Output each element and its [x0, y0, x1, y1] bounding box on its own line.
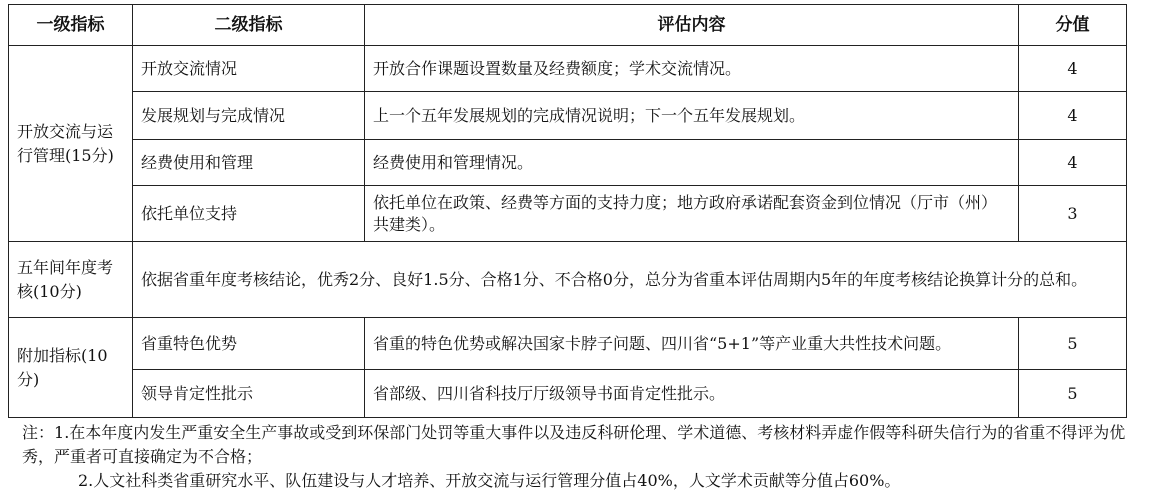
level2-cell: 省重特色优势 [133, 318, 365, 370]
header-content: 评估内容 [365, 5, 1019, 46]
header-level1: 一级指标 [9, 5, 133, 46]
table-row [9, 318, 1127, 370]
table-row [9, 46, 1127, 92]
table-row [9, 140, 1127, 186]
score-cell: 4 [1019, 92, 1127, 140]
table-row [9, 242, 1127, 318]
content-cell: 经费使用和管理情况。 [365, 140, 1019, 186]
footnote-1 [22, 421, 1152, 469]
table-row [9, 186, 1127, 242]
content-cell: 依托单位在政策、经费等方面的支持力度；地方政府承诺配套资金到位情况（厅市（州）共建类）。 [365, 186, 1019, 242]
level2-cell: 发展规划与完成情况 [133, 92, 365, 140]
footnotes [22, 421, 1152, 493]
score-cell: 4 [1019, 140, 1127, 186]
score-cell: 5 [1019, 370, 1127, 418]
score-cell: 3 [1019, 186, 1127, 242]
content-cell: 上一个五年发展规划的完成情况说明；下一个五年发展规划。 [365, 92, 1019, 140]
level2-cell: 领导肯定性批示 [133, 370, 365, 418]
table-row [9, 92, 1127, 140]
footnote-label: 注： [22, 423, 55, 442]
footnote-text: 1.在本年度内发生严重安全生产事故或受到环保部门处罚等重大事件以及违反科研伦理、学术道德、考核材料弄虚作假等科研失信行为的省重不得评为优秀，严重者可直接确定为不合格； [22, 423, 1126, 466]
evaluation-table [8, 4, 1127, 418]
content-cell: 省重的特色优势或解决国家卡脖子问题、四川省“5+1”等产业重大共性技术问题。 [365, 318, 1019, 370]
level1-cell: 开放交流与运行管理(15分) [9, 46, 133, 242]
header-score: 分值 [1019, 5, 1127, 46]
score-cell: 4 [1019, 46, 1127, 92]
level2-cell: 开放交流情况 [133, 46, 365, 92]
level2-cell: 经费使用和管理 [133, 140, 365, 186]
footnote-2: 2.人文社科类省重研究水平、队伍建设与人才培养、开放交流与运行管理分值占40%，人文学术贡献等分值占60%。 [78, 471, 901, 490]
level1-cell: 附加指标(10分) [9, 318, 133, 418]
merged-content-cell: 依据省重年度考核结论，优秀2分、良好1.5分、合格1分、不合格0分，总分为省重本评估周期内5年的年度考核结论换算计分的总和。 [133, 242, 1127, 318]
content-cell: 开放合作课题设置数量及经费额度；学术交流情况。 [365, 46, 1019, 92]
score-cell: 5 [1019, 318, 1127, 370]
level2-cell: 依托单位支持 [133, 186, 365, 242]
header-level2: 二级指标 [133, 5, 365, 46]
header-row [9, 5, 1127, 46]
level1-cell: 五年间年度考核(10分) [9, 242, 133, 318]
table-row [9, 370, 1127, 418]
content-cell: 省部级、四川省科技厅厅级领导书面肯定性批示。 [365, 370, 1019, 418]
